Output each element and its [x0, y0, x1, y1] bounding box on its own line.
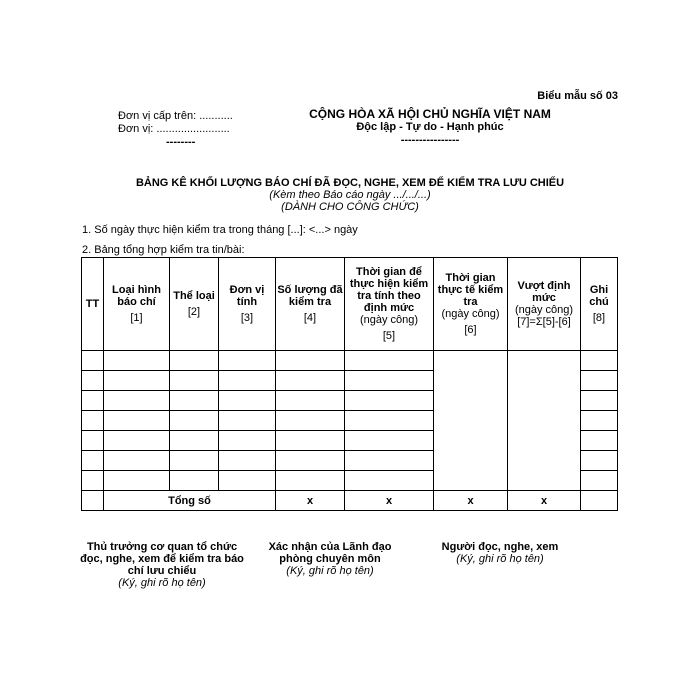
table-cell[interactable] — [82, 411, 104, 431]
table-cell[interactable] — [104, 391, 170, 411]
table-cell[interactable] — [345, 471, 434, 491]
parent-unit-line: Đơn vị cấp trên: ........... — [118, 110, 233, 122]
table-cell[interactable] — [82, 391, 104, 411]
total-label: Tổng số — [104, 491, 276, 511]
table-cell[interactable] — [219, 351, 276, 371]
table-cell[interactable] — [276, 471, 345, 491]
table-cell[interactable] — [345, 431, 434, 451]
table-cell[interactable] — [276, 451, 345, 471]
table-cell[interactable] — [581, 391, 618, 411]
table-cell[interactable] — [82, 451, 104, 471]
signature-reader — [430, 541, 570, 565]
left-header-divider: -------- — [166, 136, 196, 148]
table-cell[interactable] — [581, 431, 618, 451]
table-cell[interactable] — [276, 391, 345, 411]
country-name: CỘNG HÒA XÃ HỘI CHỦ NGHĨA VIỆT NAM — [309, 107, 551, 121]
table-cell[interactable] — [219, 391, 276, 411]
inspection-summary-table — [81, 257, 618, 511]
document-subtitle-audience: (DÀNH CHO CÔNG CHỨC) — [281, 201, 419, 213]
table-cell — [581, 491, 618, 511]
total-exceed-cell: x — [508, 491, 581, 511]
unit-line: Đơn vị: ........................ — [118, 123, 230, 135]
table-cell[interactable] — [82, 371, 104, 391]
table-cell[interactable] — [82, 431, 104, 451]
document-title: BẢNG KÊ KHỐI LƯỢNG BÁO CHÍ ĐÃ ĐỌC, NGHE, XEM ĐỂ KIỂM TRA LƯU CHIỂU — [135, 177, 565, 189]
signature-title: Thủ trưởng cơ quan tổ chức đọc, nghe, xem để kiểm tra báo chí lưu chiểu — [80, 541, 244, 577]
table-cell[interactable] — [219, 451, 276, 471]
table-cell[interactable] — [82, 471, 104, 491]
table-cell[interactable] — [581, 471, 618, 491]
total-row — [82, 491, 618, 511]
summary-table-caption: 2. Bảng tổng hợp kiểm tra tin/bài: — [82, 244, 245, 256]
col-header-quantity: Số lượng đã kiểm tra [4] — [276, 258, 345, 351]
table-cell[interactable] — [104, 371, 170, 391]
total-quantity-cell: x — [276, 491, 345, 511]
col-header-exceed: Vượt định mức (ngày công) [7]=Σ[5]-[6] — [508, 258, 581, 351]
exceed-merged-cell[interactable] — [508, 351, 581, 491]
table-cell[interactable] — [345, 391, 434, 411]
signature-title: Xác nhận của Lãnh đạo phòng chuyên môn — [268, 541, 392, 565]
table-cell[interactable] — [104, 431, 170, 451]
signature-department-lead — [262, 541, 398, 577]
signature-title: Người đọc, nghe, xem — [441, 541, 559, 553]
table-cell[interactable] — [345, 351, 434, 371]
table-cell[interactable] — [276, 351, 345, 371]
table-cell[interactable] — [581, 411, 618, 431]
table-cell[interactable] — [581, 371, 618, 391]
inspection-days-line: 1. Số ngày thực hiện kiểm tra trong tháng [...]: <...> ngày — [82, 224, 358, 236]
table-cell[interactable] — [170, 451, 219, 471]
table-cell[interactable] — [104, 411, 170, 431]
table-cell[interactable] — [82, 351, 104, 371]
signature-head-of-agency — [80, 541, 244, 589]
form-number: Biểu mẫu số 03 — [537, 90, 618, 102]
table-cell[interactable] — [219, 471, 276, 491]
table-cell[interactable] — [276, 431, 345, 451]
motto: Độc lập - Tự do - Hạnh phúc — [356, 121, 504, 133]
table-cell[interactable] — [219, 371, 276, 391]
table-cell[interactable] — [345, 371, 434, 391]
right-header-divider: ---------------- — [400, 134, 460, 146]
table-cell — [82, 491, 104, 511]
document-subtitle-date: (Kèm theo Báo cáo ngày .../.../...) — [269, 189, 431, 201]
table-cell[interactable] — [345, 411, 434, 431]
table-cell[interactable] — [104, 471, 170, 491]
table-cell[interactable] — [170, 351, 219, 371]
signature-note: (Ký, ghi rõ họ tên) — [456, 553, 544, 565]
signature-note: (Ký, ghi rõ họ tên) — [118, 577, 206, 589]
col-header-standard-time: Thời gian để thực hiện kiểm tra tính theo định mức (ngày công) [5] — [345, 258, 434, 351]
signature-note: (Ký, ghi rõ họ tên) — [286, 565, 374, 577]
issuing-unit-block — [118, 110, 233, 149]
col-header-unit: Đơn vị tính [3] — [219, 258, 276, 351]
table-cell[interactable] — [345, 451, 434, 471]
table-cell[interactable] — [170, 471, 219, 491]
national-header-block — [300, 108, 560, 147]
col-header-actual-time: Thời gian thực tế kiểm tra (ngày công) [6] — [434, 258, 508, 351]
table-cell[interactable] — [104, 451, 170, 471]
table-cell[interactable] — [276, 371, 345, 391]
actual-time-merged-cell[interactable] — [434, 351, 508, 491]
table-cell[interactable] — [170, 371, 219, 391]
col-header-note: Ghi chú [8] — [581, 258, 618, 351]
table-cell[interactable] — [170, 391, 219, 411]
document-title-block — [80, 177, 620, 213]
col-header-genre: Thể loại [2] — [170, 258, 219, 351]
col-header-tt: TT — [82, 258, 104, 351]
table-cell[interactable] — [219, 411, 276, 431]
table-cell[interactable] — [170, 431, 219, 451]
total-actual-time-cell: x — [434, 491, 508, 511]
table-cell[interactable] — [276, 411, 345, 431]
table-cell[interactable] — [581, 451, 618, 471]
table-cell[interactable] — [219, 431, 276, 451]
col-header-media-type: Loại hình báo chí [1] — [104, 258, 170, 351]
table-cell[interactable] — [104, 351, 170, 371]
table-row — [82, 351, 618, 371]
table-cell[interactable] — [581, 351, 618, 371]
table-header-row — [82, 258, 618, 351]
total-standard-time-cell: x — [345, 491, 434, 511]
table-cell[interactable] — [170, 411, 219, 431]
